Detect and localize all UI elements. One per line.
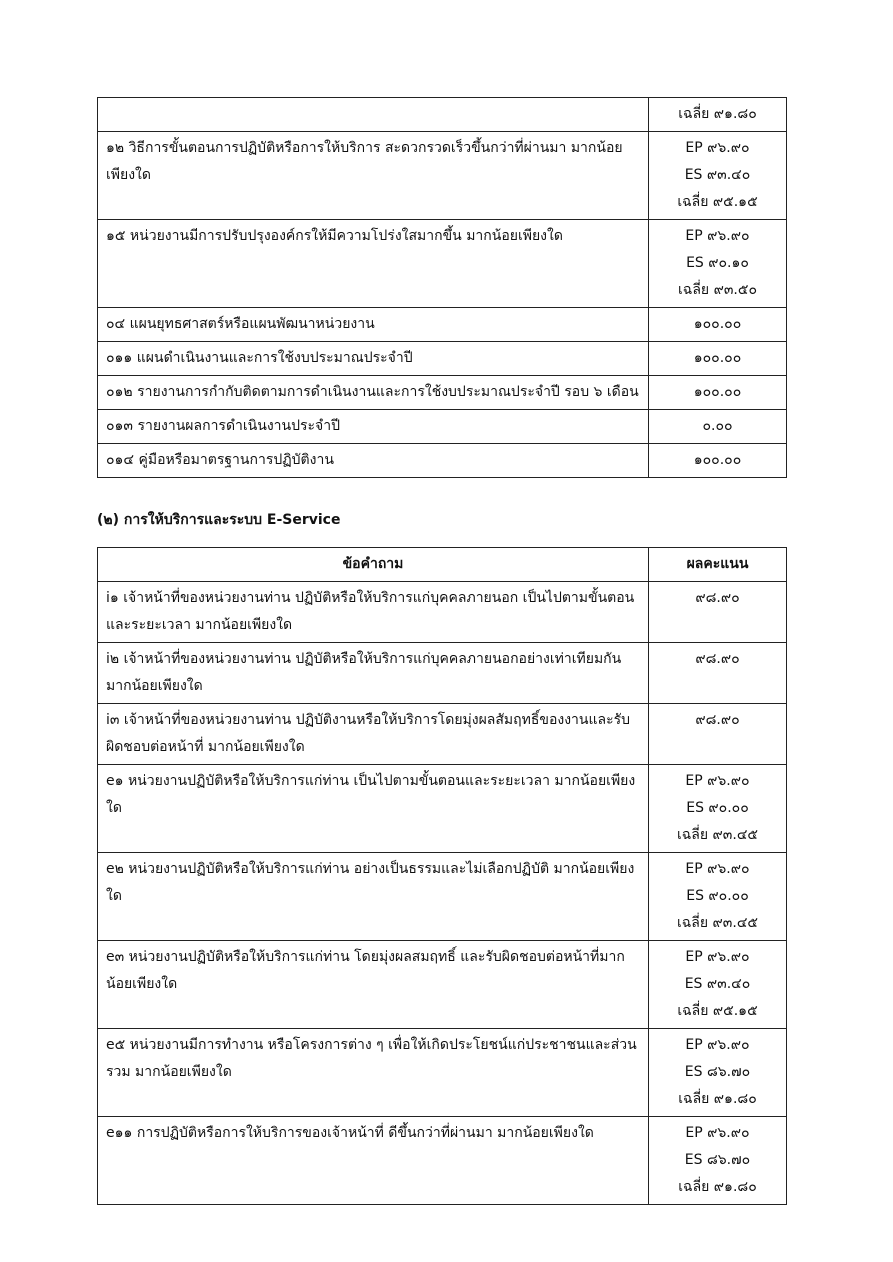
score-cell [649, 444, 787, 478]
table-row [98, 410, 787, 444]
score-value: ES ๙๐.๐๐ [686, 888, 749, 904]
score-value: ๙๘.๙๐ [695, 712, 740, 728]
table-row [98, 376, 787, 410]
score-value: EP ๙๖.๙๐ [685, 1037, 750, 1053]
score-cell [649, 220, 787, 308]
score-cell [649, 342, 787, 376]
score-value: เฉลี่ย ๙๓.๕๐ [678, 282, 757, 298]
question-cell: e๕ หน่วยงานมีการทำงาน หรือโครงการต่าง ๆ เพื่อให้เกิดประโยชน์แก่ประชาชนและส่วนรวม มากน้อยเพียงใด [98, 1029, 649, 1117]
section-heading: (๒) การให้บริการและระบบ E-Service [97, 512, 341, 528]
table-row [98, 853, 787, 941]
score-value: EP ๙๖.๙๐ [685, 140, 750, 156]
score-cell [649, 376, 787, 410]
question-cell: ๐๑๓ รายงานผลการดำเนินงานประจำปี [98, 410, 649, 444]
table-row [98, 765, 787, 853]
question-cell: i๑ เจ้าหน้าที่ของหน่วยงานท่าน ปฏิบัติหรือให้บริการแก่บุคคลภายนอก เป็นไปตามขั้นตอนและระยะเวลา มากน้อยเพียงใด [98, 582, 649, 643]
score-value: เฉลี่ย ๙๑.๘๐ [678, 1179, 757, 1195]
table-row [98, 220, 787, 308]
score-value: ๐.๐๐ [702, 418, 733, 434]
score-cell [649, 853, 787, 941]
score-cell [649, 941, 787, 1029]
table-row [98, 1029, 787, 1117]
score-value: EP ๙๖.๙๐ [685, 228, 750, 244]
question-cell: e๑ หน่วยงานปฏิบัติหรือให้บริการแก่ท่าน เป็นไปตามขั้นตอนและระยะเวลา มากน้อยเพียงใด [98, 765, 649, 853]
score-value: EP ๙๖.๙๐ [685, 861, 750, 877]
score-cell [649, 582, 787, 643]
question-cell: e๓ หน่วยงานปฏิบัติหรือให้บริการแก่ท่าน โดยมุ่งผลสมฤทธิ์ และรับผิดชอบต่อหน้าที่มากน้อยเพียงใด [98, 941, 649, 1029]
score-cell [649, 410, 787, 444]
score-value: ES ๙๐.๐๐ [686, 800, 749, 816]
score-value: ES ๙๓.๔๐ [684, 167, 751, 183]
score-value: ES ๙๐.๑๐ [686, 255, 749, 271]
score-value: ES ๘๖.๗๐ [684, 1064, 751, 1080]
score-value: ๙๘.๙๐ [695, 651, 740, 667]
results-table-continued [97, 97, 787, 478]
question-cell: ๐๔ แผนยุทธศาสตร์หรือแผนพัฒนาหน่วยงาน [98, 308, 649, 342]
table-row [98, 704, 787, 765]
question-cell: ๑๕ หน่วยงานมีการปรับปรุงองค์กรให้มีความโปร่งใสมากขึ้น มากน้อยเพียงใด [98, 220, 649, 308]
score-cell [649, 98, 787, 132]
score-value: เฉลี่ย ๙๑.๘๐ [678, 106, 757, 122]
table-row [98, 308, 787, 342]
score-value: เฉลี่ย ๙๑.๘๐ [678, 1091, 757, 1107]
table-row [98, 941, 787, 1029]
score-value: ๑๐๐.๐๐ [693, 350, 742, 366]
score-cell [649, 704, 787, 765]
table-row [98, 342, 787, 376]
score-value: เฉลี่ย ๙๓.๔๕ [676, 827, 759, 843]
score-value: เฉลี่ย ๙๕.๑๕ [677, 1003, 758, 1019]
score-cell [649, 1029, 787, 1117]
score-value: EP ๙๖.๙๐ [685, 949, 750, 965]
table-row [98, 582, 787, 643]
score-cell [649, 765, 787, 853]
eservice-results-table [97, 547, 787, 1205]
question-cell: ๐๑๔ คู่มือหรือมาตรฐานการปฏิบัติงาน [98, 444, 649, 478]
table-row [98, 643, 787, 704]
table-row [98, 132, 787, 220]
question-cell: i๓ เจ้าหน้าที่ของหน่วยงานท่าน ปฏิบัติงานหรือให้บริการโดยมุ่งผลสัมฤทธิ์ของงานและรับผิดชอบต่อหน้าที่ มากน้อยเพียงใด [98, 704, 649, 765]
question-cell [98, 98, 649, 132]
score-value: ๙๘.๙๐ [695, 590, 740, 606]
score-value: เฉลี่ย ๙๕.๑๕ [677, 194, 758, 210]
score-cell [649, 308, 787, 342]
score-value: ES ๙๓.๔๐ [684, 976, 751, 992]
table-row [98, 444, 787, 478]
score-value: ๑๐๐.๐๐ [693, 452, 742, 468]
score-value: EP ๙๖.๙๐ [685, 773, 750, 789]
score-value: เฉลี่ย ๙๓.๔๕ [676, 915, 759, 931]
score-value: EP ๙๖.๙๐ [685, 1125, 750, 1141]
table-row [98, 1117, 787, 1205]
score-column-header: ผลคะแนน [649, 548, 787, 582]
score-cell [649, 643, 787, 704]
question-cell: e๑๑ การปฏิบัติหรือการให้บริการของเจ้าหน้าที่ ดีขึ้นกว่าที่ผ่านมา มากน้อยเพียงใด [98, 1117, 649, 1205]
question-cell: ๑๒ วิธีการขั้นตอนการปฏิบัติหรือการให้บริการ สะดวกรวดเร็วขึ้นกว่าที่ผ่านมา มากน้อยเพียงใด [98, 132, 649, 220]
score-value: ๑๐๐.๐๐ [693, 384, 742, 400]
table-row [98, 98, 787, 132]
question-cell: ๐๑๑ แผนดำเนินงานและการใช้งบประมาณประจำปี [98, 342, 649, 376]
question-column-header: ข้อคำถาม [98, 548, 649, 582]
score-cell [649, 132, 787, 220]
table-header-row [98, 548, 787, 582]
score-value: ๑๐๐.๐๐ [693, 316, 742, 332]
question-cell: e๒ หน่วยงานปฏิบัติหรือให้บริการแก่ท่าน อย่างเป็นธรรมและไม่เลือกปฏิบัติ มากน้อยเพียงใด [98, 853, 649, 941]
question-cell: i๒ เจ้าหน้าที่ของหน่วยงานท่าน ปฏิบัติหรือให้บริการแก่บุคคลภายนอกอย่างเท่าเทียมกัน มากน้อยเพียงใด [98, 643, 649, 704]
score-value: ES ๘๖.๗๐ [684, 1152, 751, 1168]
score-cell [649, 1117, 787, 1205]
question-cell: ๐๑๒ รายงานการกำกับติดตามการดำเนินงานและการใช้งบประมาณประจำปี รอบ ๖ เดือน [98, 376, 649, 410]
